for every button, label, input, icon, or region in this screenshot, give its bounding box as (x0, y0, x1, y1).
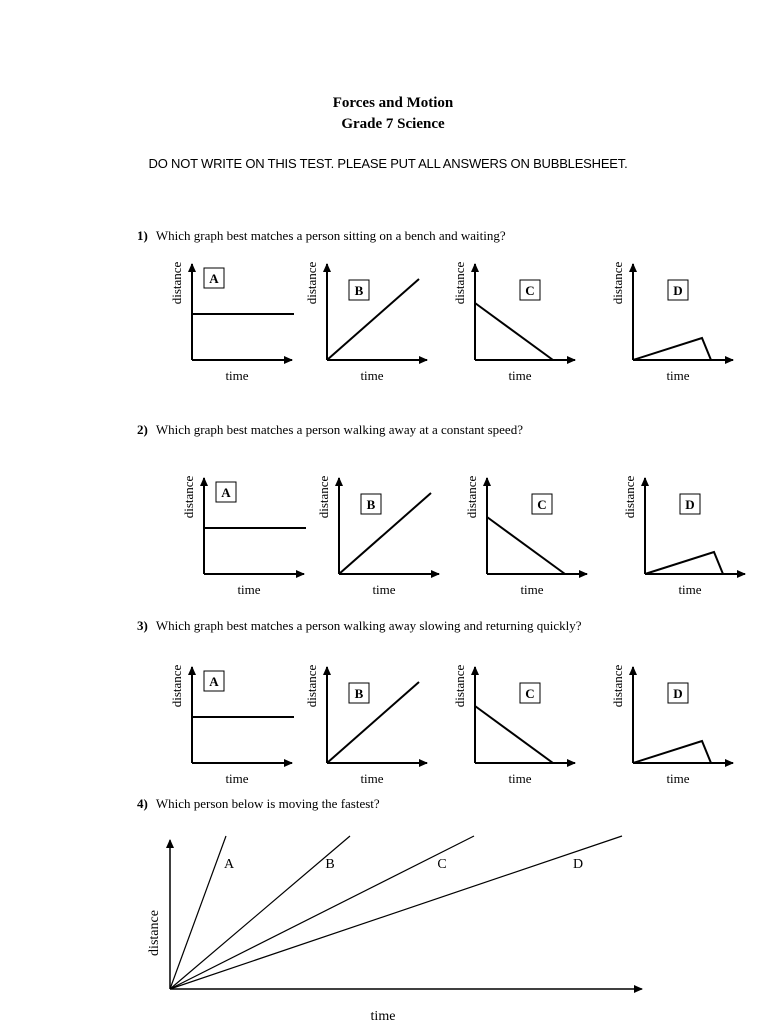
choice-label: D (673, 686, 683, 701)
graph-line (327, 682, 419, 763)
y-axis-label: distance (452, 664, 467, 708)
graph-panel-a (169, 261, 294, 383)
question-number: 4) (137, 796, 148, 811)
choice-label: C (525, 283, 535, 298)
page-subtitle: Grade 7 Science (341, 116, 445, 132)
series-label-a: A (223, 857, 235, 872)
question-number: 2) (137, 422, 148, 437)
x-axis-label: time (508, 771, 532, 786)
choice-label: B (366, 497, 376, 512)
graph-line (475, 706, 553, 763)
x-axis-label: time (508, 368, 532, 383)
x-axis-label: time (678, 582, 702, 597)
series-line-d (170, 836, 622, 989)
x-axis-label: time (372, 582, 396, 597)
y-axis-label: distance (304, 261, 319, 305)
y-axis-label: distance (610, 261, 625, 305)
graph-panel-d (610, 664, 733, 786)
series-label-d: D (572, 857, 584, 872)
y-axis-label: distance (169, 664, 184, 708)
y-axis-label: distance (304, 664, 319, 708)
y-axis-label: distance (169, 261, 184, 305)
y-axis-label: distance (147, 910, 162, 956)
y-axis-label: distance (452, 261, 467, 305)
choice-label: C (537, 497, 547, 512)
y-axis-label: distance (464, 475, 479, 519)
y-axis-label: distance (181, 475, 196, 519)
x-axis-label: time (520, 582, 544, 597)
x-axis-label: time (360, 368, 384, 383)
question-number: 3) (137, 618, 148, 633)
graph-line (475, 303, 553, 360)
x-axis-label: time (225, 771, 249, 786)
choice-label: D (685, 497, 695, 512)
y-axis-label: distance (610, 664, 625, 708)
x-axis-label: time (225, 368, 249, 383)
series-label-b: B (325, 857, 335, 872)
x-axis-label: time (666, 771, 690, 786)
graph-panel-d (610, 261, 733, 383)
graph-panel-b (304, 261, 427, 383)
choice-label: D (673, 283, 683, 298)
series-line-a (170, 836, 226, 989)
graph-panel-a (181, 475, 306, 597)
x-axis-label: time (666, 368, 690, 383)
speed-comparison-graph (147, 836, 642, 1024)
graph-panel-c (452, 664, 575, 786)
graph-panel-a (169, 664, 294, 786)
graph-line (645, 552, 723, 574)
y-axis-label: distance (622, 475, 637, 519)
graph-line (327, 279, 419, 360)
graph-panel-d (622, 475, 745, 597)
instructions: DO NOT WRITE ON THIS TEST. PLEASE PUT ALL ANSWERS ON BUBBLESHEET. (148, 156, 628, 171)
choice-label: B (354, 283, 364, 298)
graph-panel-c (464, 475, 587, 597)
question-text: Which person below is moving the fastest? (155, 796, 380, 811)
graph-line (487, 517, 565, 574)
choice-label: A (209, 674, 219, 689)
page-title: Forces and Motion (332, 95, 454, 111)
choice-label: A (221, 485, 231, 500)
graph-panel-c (452, 261, 575, 383)
choice-label: C (525, 686, 535, 701)
x-axis-label: time (370, 1009, 396, 1024)
series-line-c (170, 836, 474, 989)
graph-panel-b (316, 475, 439, 597)
graph-panel-b (304, 664, 427, 786)
choice-label: B (354, 686, 364, 701)
y-axis-label: distance (316, 475, 331, 519)
series-label-c: C (437, 857, 447, 872)
choice-label: A (209, 271, 219, 286)
question-number: 1) (137, 228, 148, 243)
question-text: Which graph best matches a person walking away slowing and returning quickly? (155, 618, 582, 633)
x-axis-label: time (237, 582, 261, 597)
graph-line (339, 493, 431, 574)
question-text: Which graph best matches a person sitting on a bench and waiting? (155, 228, 506, 243)
graph-line (633, 741, 711, 763)
graph-line (633, 338, 711, 360)
x-axis-label: time (360, 771, 384, 786)
question-text: Which graph best matches a person walking away at a constant speed? (155, 422, 523, 437)
